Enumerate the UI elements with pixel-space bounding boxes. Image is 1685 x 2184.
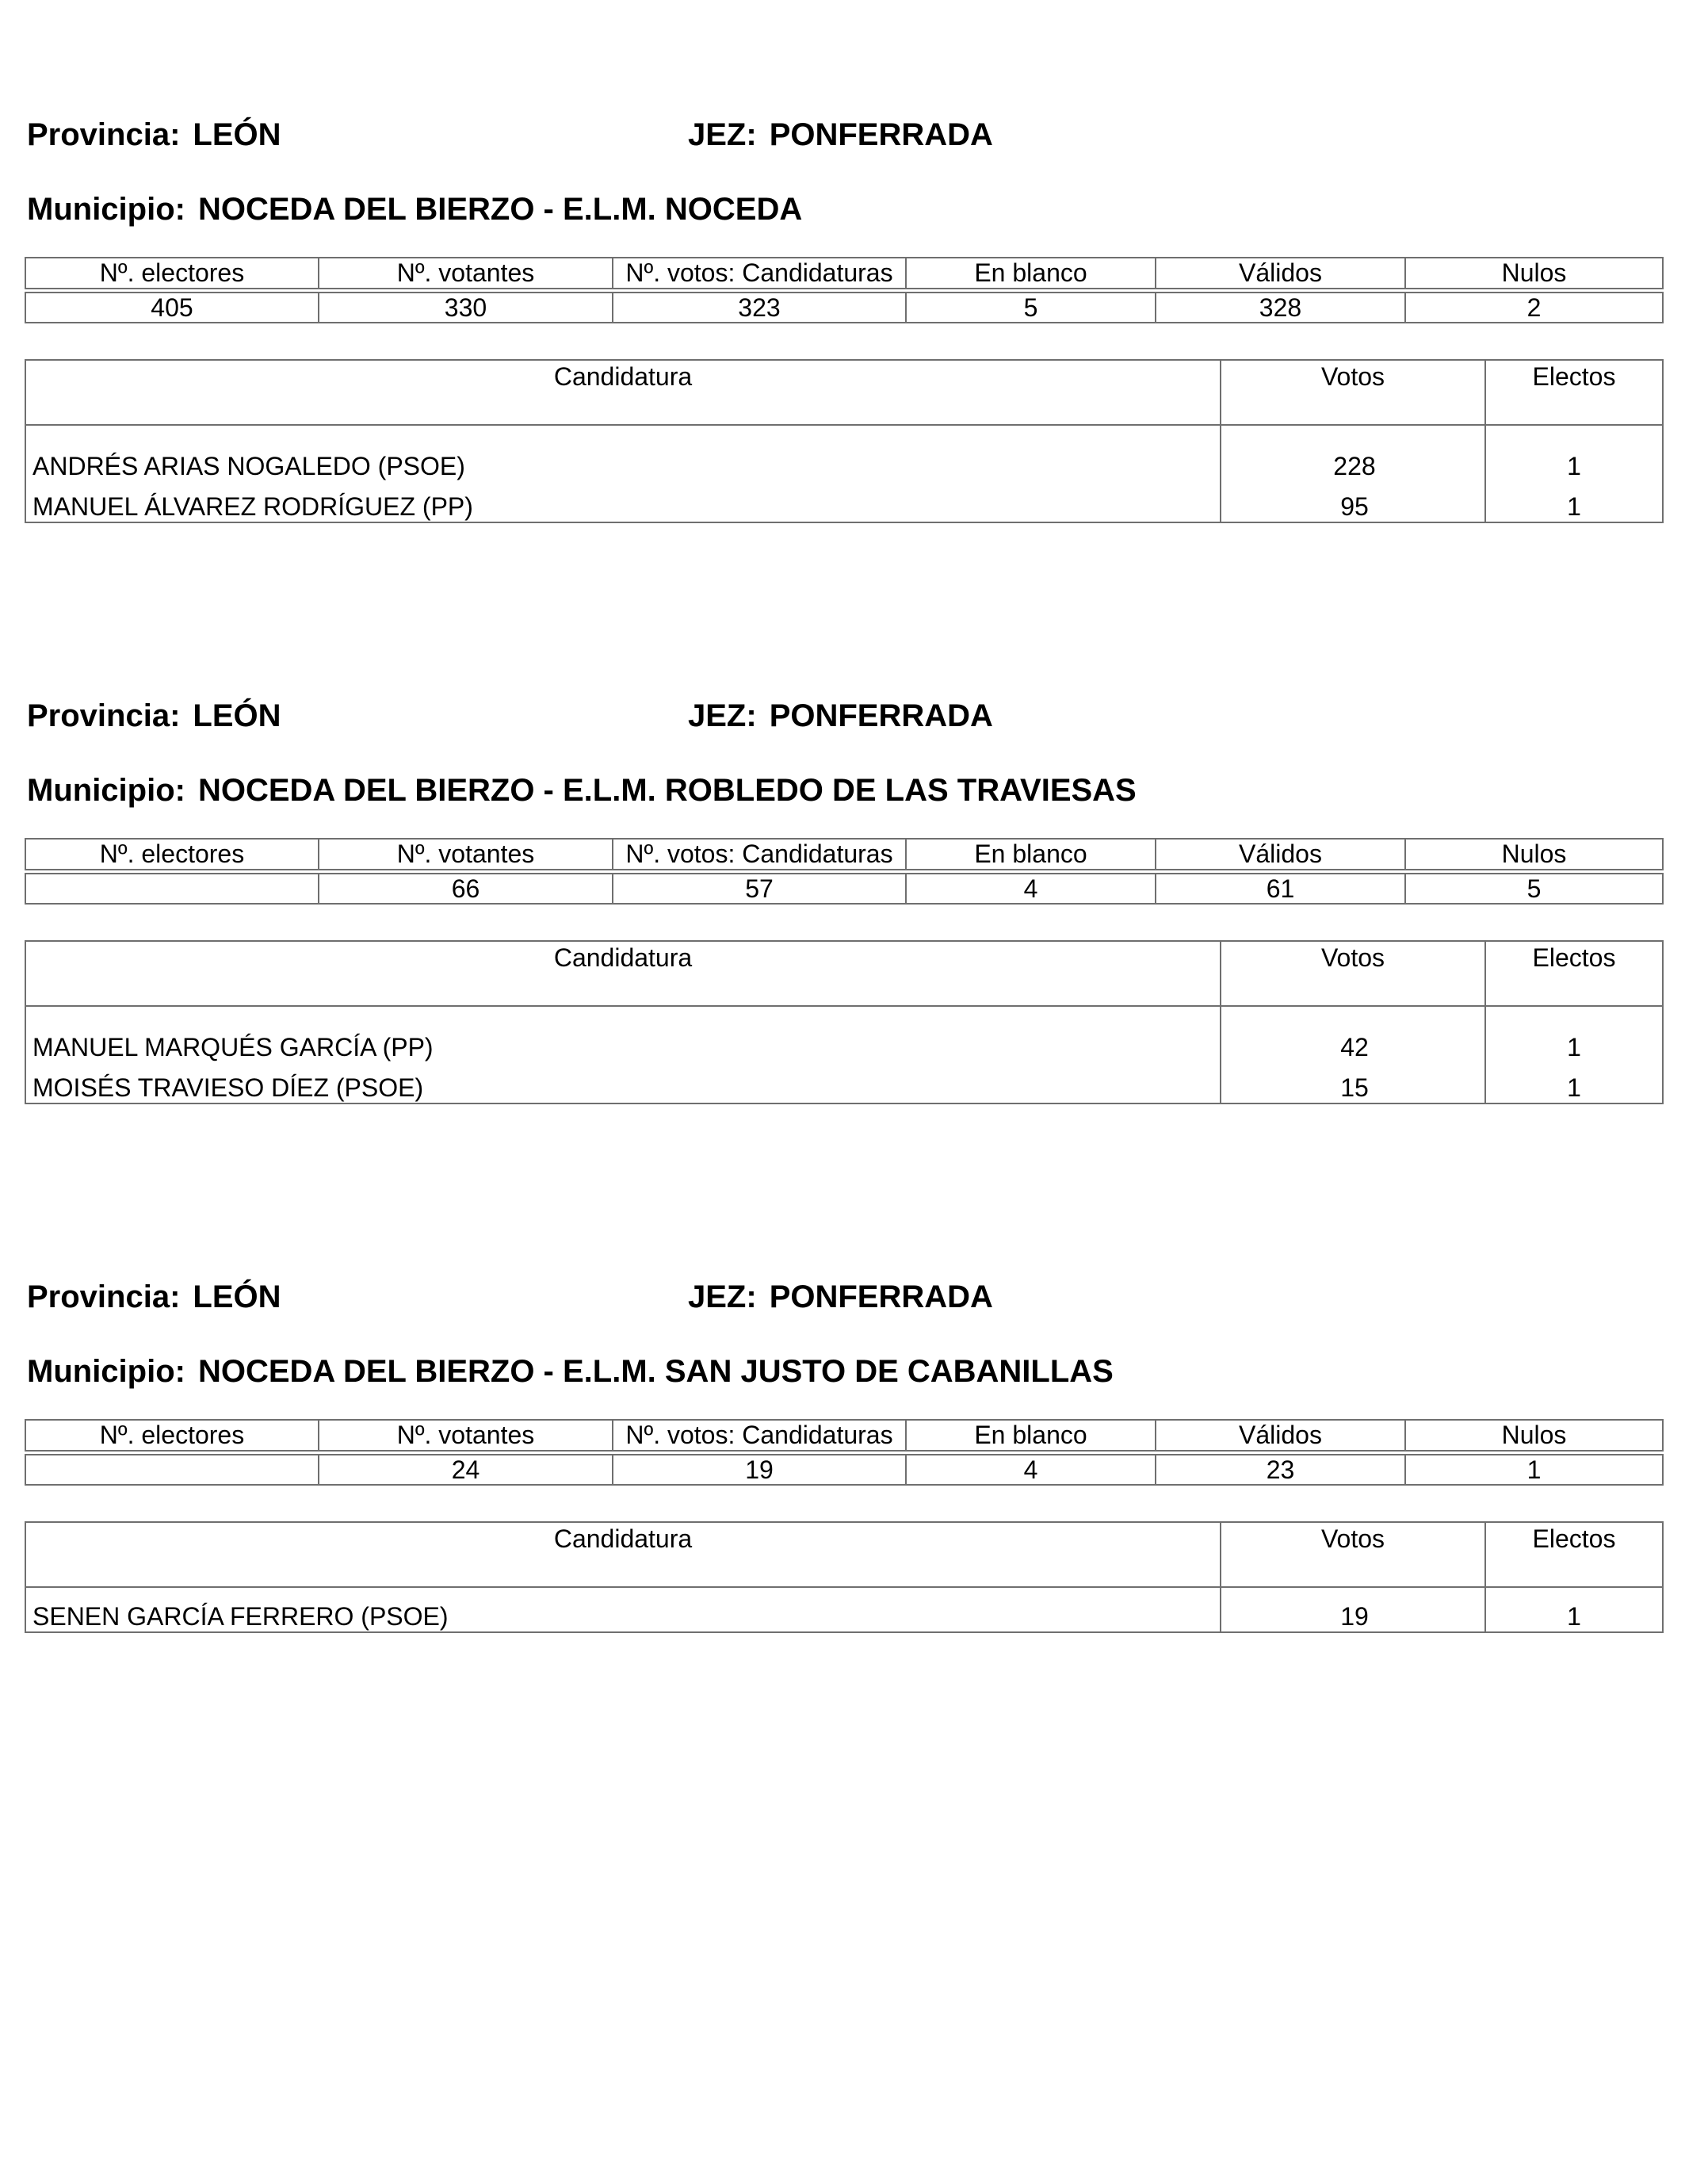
stats-values-table: [25, 1454, 1664, 1486]
stats-header-cell: Nulos: [1405, 839, 1663, 870]
stats-value-cell: 23: [1156, 1455, 1405, 1485]
stats-header-cell: Nº. electores: [25, 839, 319, 870]
candidate-name: SENEN GARCÍA FERRERO (PSOE): [25, 1587, 1221, 1632]
stats-header-cell: Nº. votantes: [319, 258, 613, 289]
stats-header-cell: Nº. votos: Candidaturas: [613, 258, 906, 289]
candidatura-header: Candidatura: [25, 360, 1221, 425]
municipio-line: [27, 771, 1137, 809]
candidatura-header: Candidatura: [25, 941, 1221, 1006]
electos-header: Electos: [1485, 1522, 1663, 1587]
candidate-name: ANDRÉS ARIAS NOGALEDO (PSOE): [25, 425, 1221, 492]
stats-header-cell: Nº. electores: [25, 1420, 319, 1451]
municipio-label: Municipio:: [27, 192, 185, 227]
stats-value-cell: 323: [613, 293, 906, 323]
result-section: [0, 1278, 1685, 1865]
jez-line: [688, 697, 993, 735]
stats-value-cell: 57: [613, 874, 906, 904]
provincia-label: Provincia:: [27, 117, 181, 152]
jez-line: [688, 1278, 993, 1316]
stats-header-cell: Nº. votantes: [319, 1420, 613, 1451]
municipio-value: NOCEDA DEL BIERZO - E.L.M. NOCEDA: [197, 192, 803, 227]
stats-header-cell: Válidos: [1156, 258, 1405, 289]
stats-header-cell: Nº. electores: [25, 258, 319, 289]
municipio-value: NOCEDA DEL BIERZO - E.L.M. SAN JUSTO DE CABANILLAS: [197, 1354, 1114, 1389]
stats-values-table: [25, 292, 1664, 323]
stats-value-cell: 24: [319, 1455, 613, 1485]
provincia-value: LEÓN: [193, 698, 281, 733]
jez-label: JEZ:: [688, 1279, 757, 1314]
stats-header-cell: Nº. votantes: [319, 839, 613, 870]
stats-value-cell: 1: [1405, 1455, 1663, 1485]
stats-header-cell: En blanco: [906, 258, 1156, 289]
candidate-row: [25, 1006, 1663, 1073]
jez-value: PONFERRADA: [769, 117, 993, 152]
stats-value-cell: 19: [613, 1455, 906, 1485]
jez-value: PONFERRADA: [769, 698, 993, 733]
stats-header-table: [25, 838, 1664, 870]
municipio-label: Municipio:: [27, 1354, 185, 1389]
candidate-electos: 1: [1485, 492, 1663, 522]
stats-value-cell: 61: [1156, 874, 1405, 904]
municipio-line: [27, 1352, 1114, 1390]
stats-value-cell: 2: [1405, 293, 1663, 323]
provincia-line: [27, 697, 281, 735]
stats-header-cell: Nº. votos: Candidaturas: [613, 1420, 906, 1451]
provincia-label: Provincia:: [27, 698, 181, 733]
candidates-table: [25, 359, 1664, 523]
stats-values-table: [25, 873, 1664, 905]
candidates-table: [25, 1521, 1664, 1633]
stats-header-table: [25, 257, 1664, 289]
stats-header-cell: Nº. votos: Candidaturas: [613, 839, 906, 870]
candidates-table: [25, 940, 1664, 1104]
stats-header-cell: Válidos: [1156, 1420, 1405, 1451]
stats-header-table: [25, 1419, 1664, 1452]
stats-value-cell: 5: [1405, 874, 1663, 904]
stats-header-cell: En blanco: [906, 839, 1156, 870]
electos-header: Electos: [1485, 941, 1663, 1006]
jez-value: PONFERRADA: [769, 1279, 993, 1314]
stats-value-cell: [25, 1455, 319, 1485]
stats-value-cell: 405: [25, 293, 319, 323]
candidate-electos: 1: [1485, 1073, 1663, 1103]
jez-label: JEZ:: [688, 698, 757, 733]
municipio-value: NOCEDA DEL BIERZO - E.L.M. ROBLEDO DE LAS TRAVIESAS: [197, 773, 1137, 808]
candidate-row: [25, 1587, 1663, 1632]
result-section: [0, 116, 1685, 702]
stats-value-cell: 5: [906, 293, 1156, 323]
stats-header-cell: Nulos: [1405, 1420, 1663, 1451]
provincia-line: [27, 1278, 281, 1316]
stats-header-cell: En blanco: [906, 1420, 1156, 1451]
candidate-votos: 15: [1221, 1073, 1485, 1103]
votos-header: Votos: [1221, 360, 1485, 425]
stats-value-cell: 66: [319, 874, 613, 904]
candidate-votos: 19: [1221, 1587, 1485, 1632]
stats-value-cell: 4: [906, 1455, 1156, 1485]
candidate-votos: 228: [1221, 425, 1485, 492]
provincia-label: Provincia:: [27, 1279, 181, 1314]
candidate-name: MANUEL ÁLVAREZ RODRÍGUEZ (PP): [25, 492, 1221, 522]
stats-header-cell: Válidos: [1156, 839, 1405, 870]
candidate-electos: 1: [1485, 425, 1663, 492]
provincia-line: [27, 116, 281, 154]
stats-header-cell: Nulos: [1405, 258, 1663, 289]
jez-label: JEZ:: [688, 117, 757, 152]
result-section: [0, 697, 1685, 1283]
provincia-value: LEÓN: [193, 117, 281, 152]
stats-value-cell: 328: [1156, 293, 1405, 323]
municipio-line: [27, 190, 802, 228]
candidate-electos: 1: [1485, 1587, 1663, 1632]
candidate-electos: 1: [1485, 1006, 1663, 1073]
candidate-row: [25, 1073, 1663, 1103]
candidate-row: [25, 425, 1663, 492]
stats-value-cell: 4: [906, 874, 1156, 904]
municipio-label: Municipio:: [27, 773, 185, 808]
votos-header: Votos: [1221, 941, 1485, 1006]
stats-value-cell: 330: [319, 293, 613, 323]
candidate-votos: 95: [1221, 492, 1485, 522]
jez-line: [688, 116, 993, 154]
candidate-row: [25, 492, 1663, 522]
candidate-name: MANUEL MARQUÉS GARCÍA (PP): [25, 1006, 1221, 1073]
candidate-name: MOISÉS TRAVIESO DÍEZ (PSOE): [25, 1073, 1221, 1103]
candidatura-header: Candidatura: [25, 1522, 1221, 1587]
votos-header: Votos: [1221, 1522, 1485, 1587]
electos-header: Electos: [1485, 360, 1663, 425]
stats-value-cell: [25, 874, 319, 904]
provincia-value: LEÓN: [193, 1279, 281, 1314]
candidate-votos: 42: [1221, 1006, 1485, 1073]
